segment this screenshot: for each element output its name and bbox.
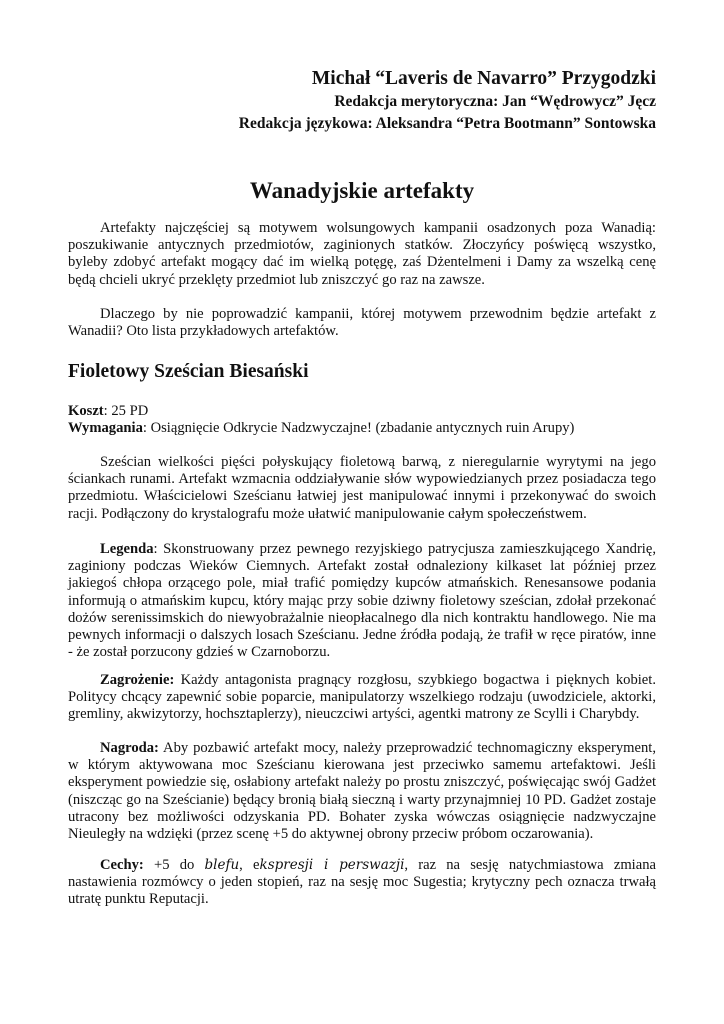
description-text: Sześcian wielkości pięści połyskujący fioletową barwą, z nieregularnie wyrytymi na jego ściankach runami. Artefakt wzmacnia oddziaływanie słów wypowiedzianych przez posiadacza tego przedmiotu. Właścicielowi Sześcianu łatwiej jest manipulować innymi i przekonywać do swoich racji. Podłączony do krystalografu może ułatwić manipulowanie całym społeczeństwem. xyxy=(68,454,656,522)
reward-label: Nagroda: xyxy=(100,740,159,756)
requirements-label: Wymagania xyxy=(68,420,143,436)
threat-text: Każdy antagonista pragnący rozgłosu, szybkiego bogactwa i pięknych kobiet. Politycy chcący zapewnić sobie poparcie, manipulatorzy wszelkiego rodzaju (uwodziciele, aktorki, gremliny, akwizytorzy, hochsztaplerzy), nieuczciwi artyści, agentki matrony ze Scylli i Charybdy. xyxy=(68,672,656,723)
legend-text: : Skonstruowany przez pewnego rezyjskiego patrycjusza zamieszkującego Xandrię, zaginiony podczas Wieków Ciemnych. Artefakt został odnaleziony kilkaset lat później przez jakiegoś chłopa orzącego pole, miał trafić pomiędzy kupców atmańskich. Renesansowe podania informują o atmańskim kupcu, który mając przy sobie dziwny fioletowy sześcian, zdołał przekonać dożów serenissimskich do niewyobrażalnie nieopłacalnego dla nich kontraktu handlowego. Nie ma pewnych informacji o dalszych losach Sześcianu. Jedne źródła podają, że trafił w ręce piratów, inne - że został porzucony gdzieś w Czarnoborzu. xyxy=(68,541,656,661)
threat-label: Zagrożenie: xyxy=(100,672,175,688)
intro-text-1: Artefakty najczęściej są motywem wolsungowych kampanii osadzonych poza Wanadią: poszukiwanie antycznych przedmiotów, zaginionych statków. Złoczyńcy poświęcą wszystko, byleby zdobyć artefakt mogący dać im wielką potęgę, zaś Dżentelmeni i Damy za wszelką cenę będą chcieli ukryć przeklęty przedmiot lub zniszczyć go raz na zawsze. xyxy=(68,220,656,288)
document-title: Wanadyjskie artefakty xyxy=(249,178,475,203)
traits-pre: +5 do xyxy=(143,857,205,873)
traits-label: Cechy: xyxy=(100,857,144,873)
traits-mid: , e xyxy=(239,857,260,873)
legend-paragraph xyxy=(68,541,656,661)
intro-text-2: Dlaczego by nie poprowadzić kampanii, której motywem przewodnim będzie artefakt z Wanadii? Oto lista przykładowych artefaktów. xyxy=(68,306,656,340)
description-paragraph xyxy=(68,454,656,523)
traits-paragraph xyxy=(68,857,656,909)
threat-paragraph xyxy=(68,672,656,724)
cost-line xyxy=(68,403,656,420)
traits-skill-bluff: blefu xyxy=(204,857,240,873)
requirements-value: : Osiągnięcie Odkrycie Nadzwyczajne! (zbadanie antycznych ruin Arupy) xyxy=(142,420,575,436)
section-heading: Fioletowy Sześcian Biesański xyxy=(68,361,309,382)
traits-skill-expression: kspresji i perswazji xyxy=(259,857,405,873)
legend-label: Legenda xyxy=(100,541,154,557)
reward-text: Aby pozbawić artefakt mocy, należy przeprowadzić technomagiczny eksperyment, w którym aktywowana moc Sześcianu kierowana jest przeciwko samemu artefaktowi. Jeśli eksperyment powiedzie się, osłabiony artefakt należy po prostu zniszczyć, poświęcając swój Gadżet (niszcząc go na Sześcianie) będący bronią białą sieczną i warty przynajmniej 10 PD. Gadżet zostaje utracony bez możliwości odzyskania PD. Bohater zyska wówczas osiągnięcie nadzwyczajne Nieuległy na wdzięki (przez scenę +5 do aktywnej obrony przeciw próbom oczarowania). xyxy=(68,740,656,843)
content-editor-line: Redakcja merytoryczna: Jan “Wędrowycz” Jęcz xyxy=(334,93,656,110)
intro-paragraph-2 xyxy=(68,306,656,340)
credits-block xyxy=(239,67,656,135)
traits-post: , raz na sesję natychmiastowa zmiana nastawienia rozmówcy o jeden stopień, raz na sesję moc Sugestia; krytyczny pech oznacza trwałą utratę punktu Reputacji. xyxy=(68,857,656,908)
reward-paragraph xyxy=(68,740,656,843)
requirements-line xyxy=(68,420,656,437)
cost-label: Koszt xyxy=(68,403,104,419)
language-editor-line: Redakcja językowa: Aleksandra “Petra Bootmann” Sontowska xyxy=(238,115,656,132)
author-line: Michał “Laveris de Navarro” Przygodzki xyxy=(311,68,656,89)
intro-paragraph-1 xyxy=(68,220,656,289)
cost-value: : 25 PD xyxy=(103,403,149,419)
